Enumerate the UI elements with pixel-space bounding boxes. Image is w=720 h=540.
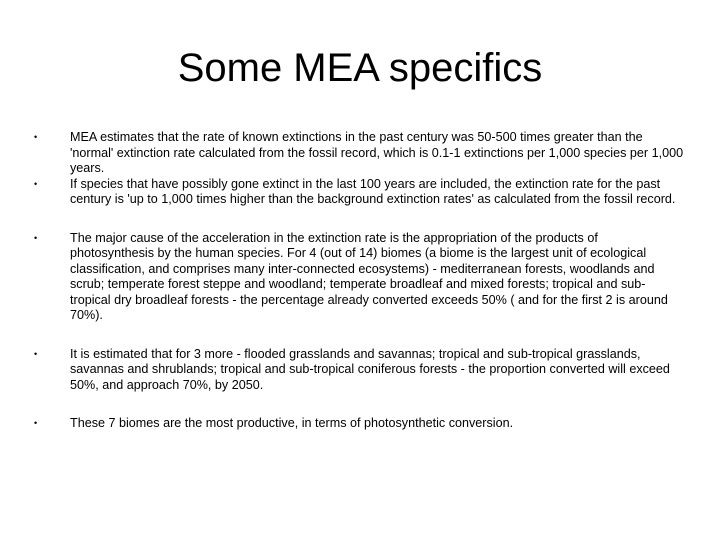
bullet-text: MEA estimates that the rate of known extinctions in the past century was 50-500 times greater than the 'normal' extinction rate calculated from the fossil record, which is 0.1-1 extinctions per 1,000 species per 1,000 years. (70, 130, 684, 175)
bullet-item-3 (34, 231, 684, 324)
bullet-text: It is estimated that for 3 more - flooded grasslands and savannas; tropical and sub-tropical grasslands, savannas and shrublands; tropical and sub-tropical coniferous forests - the proportion converted will exceed 50%, and approach 70%, by 2050. (70, 346, 670, 392)
slide-title: Some MEA specifics (177, 46, 543, 90)
bullet-text: If species that have possibly gone extinct in the last 100 years are included, the extinction rate for the past century is 'up to 1,000 times higher than the background extinction rates' as calculated from the fossil record. (70, 176, 676, 206)
bullet-text: The major cause of the acceleration in the extinction rate is the appropriation of the products of photosynthesis by the human species. For 4 (out of 14) biomes (a biome is the largest unit of ecological classification, and comprises many inter-connected ecosystems) - mediterranean forests, woodlands and scrub; temperate forest steppe and woodland; temperate broadleaf and mixed forests; tropical and sub-tropical dry broadleaf forests - the percentage already converted exceeds 50% ( and for the first 2 is around 70%). (70, 230, 668, 322)
bullet-icon: • (34, 132, 38, 142)
bullet-list (34, 130, 684, 432)
bullet-item-2 (34, 177, 684, 208)
bullet-icon: • (34, 348, 38, 359)
bullet-item-5 (34, 416, 684, 432)
bullet-icon: • (34, 178, 38, 189)
bullet-item-1 (34, 130, 684, 177)
bullet-item-4 (34, 347, 684, 394)
bullet-icon: • (34, 232, 38, 243)
bullet-text: These 7 biomes are the most productive, in terms of photosynthetic conversion. (70, 416, 514, 430)
bullet-icon: • (34, 418, 38, 428)
